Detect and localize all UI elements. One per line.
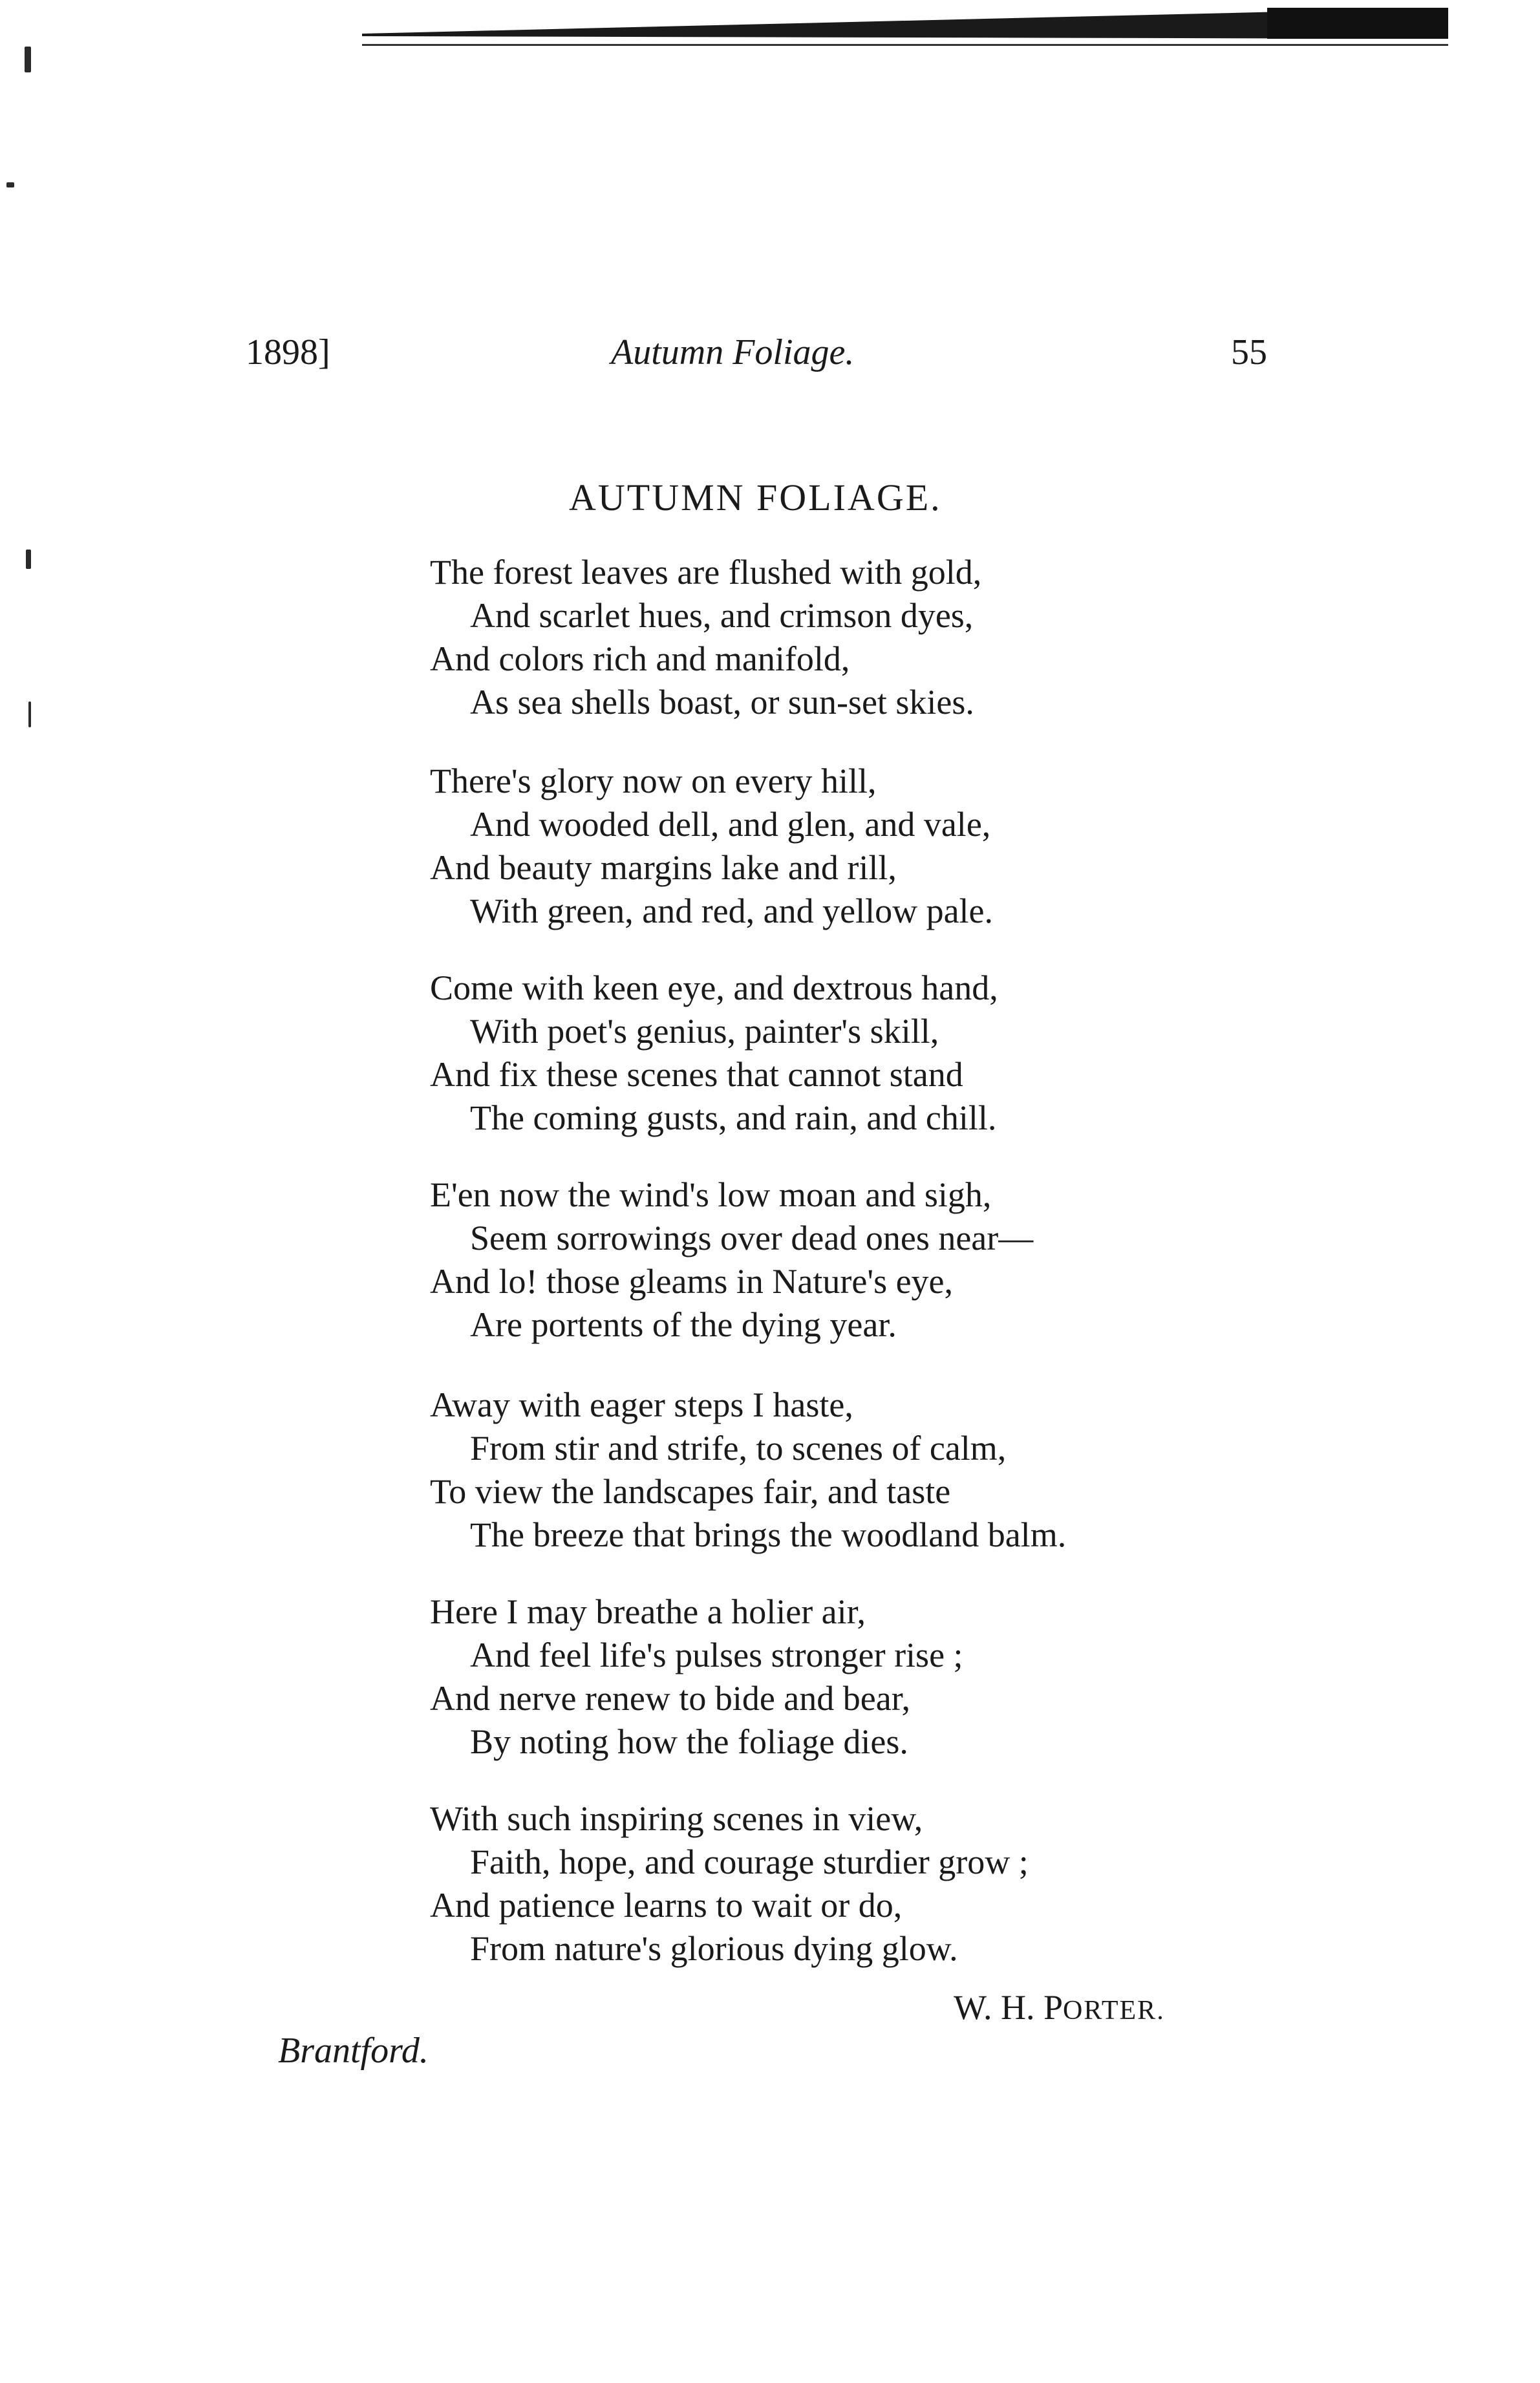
poem-line: To view the landscapes fair, and taste [430,1472,951,1511]
poem-line: From nature's glorious dying glow. [470,1929,958,1968]
poem-line: And beauty margins lake and rill, [430,848,897,887]
poem-line: And lo! those gleams in Nature's eye, [430,1262,954,1301]
poem-line: And colors rich and manifold, [430,639,850,678]
poem-line: Are portents of the dying year. [470,1305,897,1344]
poem-line: And patience learns to wait or do, [430,1886,903,1925]
place-name: Brantford. [278,2031,429,2071]
margin-speck [28,701,31,727]
margin-speck [25,47,31,72]
stanza-6 [430,1590,1400,1764]
poem-line: With poet's genius, painter's skill, [470,1012,939,1051]
stanza-4 [430,1173,1400,1347]
poem-line: By noting how the foliage dies. [470,1722,908,1761]
poem-line: Come with keen eye, and dextrous hand, [430,968,998,1007]
poem-line: With such inspiring scenes in view, [430,1799,923,1838]
poem-line: With green, and red, and yellow pale. [470,892,994,930]
stanza-1 [430,551,1400,724]
page-number: 55 [1231,332,1267,372]
poem-line: The forest leaves are flushed with gold, [430,553,982,592]
stanza-5 [430,1384,1400,1557]
author-surname: ORTER. [1063,1996,1165,2025]
author-signature [954,1982,1165,2036]
top-border-rule [362,5,1448,47]
poem-line: E'en now the wind's low moan and sigh, [430,1175,992,1214]
poem-line: Away with eager steps I haste, [430,1385,853,1424]
poem-line: The coming gusts, and rain, and chill. [470,1098,997,1137]
poem-line: And wooded dell, and glen, and vale, [470,805,991,844]
margin-speck [26,550,31,569]
poem-line: And nerve renew to bide and bear, [430,1679,911,1718]
poem-line: And fix these scenes that cannot stand [430,1055,963,1094]
author-initials: W. H. P [954,1988,1064,2027]
header-title: Autumn Foliage. [611,332,855,372]
poem-title: AUTUMN FOLIAGE. [569,476,942,518]
poem-line: Seem sorrowings over dead ones near— [470,1219,1034,1257]
margin-speck [6,182,14,187]
poem-line: Here I may breathe a holier air, [430,1592,866,1631]
poem-line: Faith, hope, and courage sturdier grow ; [470,1843,1029,1881]
poem-line: As sea shells boast, or sun-set skies. [470,683,974,721]
running-head [246,323,1267,381]
stanza-7 [430,1797,1400,1971]
poem-line: And scarlet hues, and crimson dyes, [470,596,974,635]
poem-line: The breeze that brings the woodland balm. [470,1515,1067,1554]
header-year: 1898] [246,332,330,372]
poem-line: There's glory now on every hill, [430,762,877,800]
poem-line: And feel life's pulses stronger rise ; [470,1636,963,1674]
stanza-2 [430,760,1400,933]
stanza-3 [430,967,1400,1140]
poem-line: From stir and strife, to scenes of calm, [470,1429,1007,1468]
